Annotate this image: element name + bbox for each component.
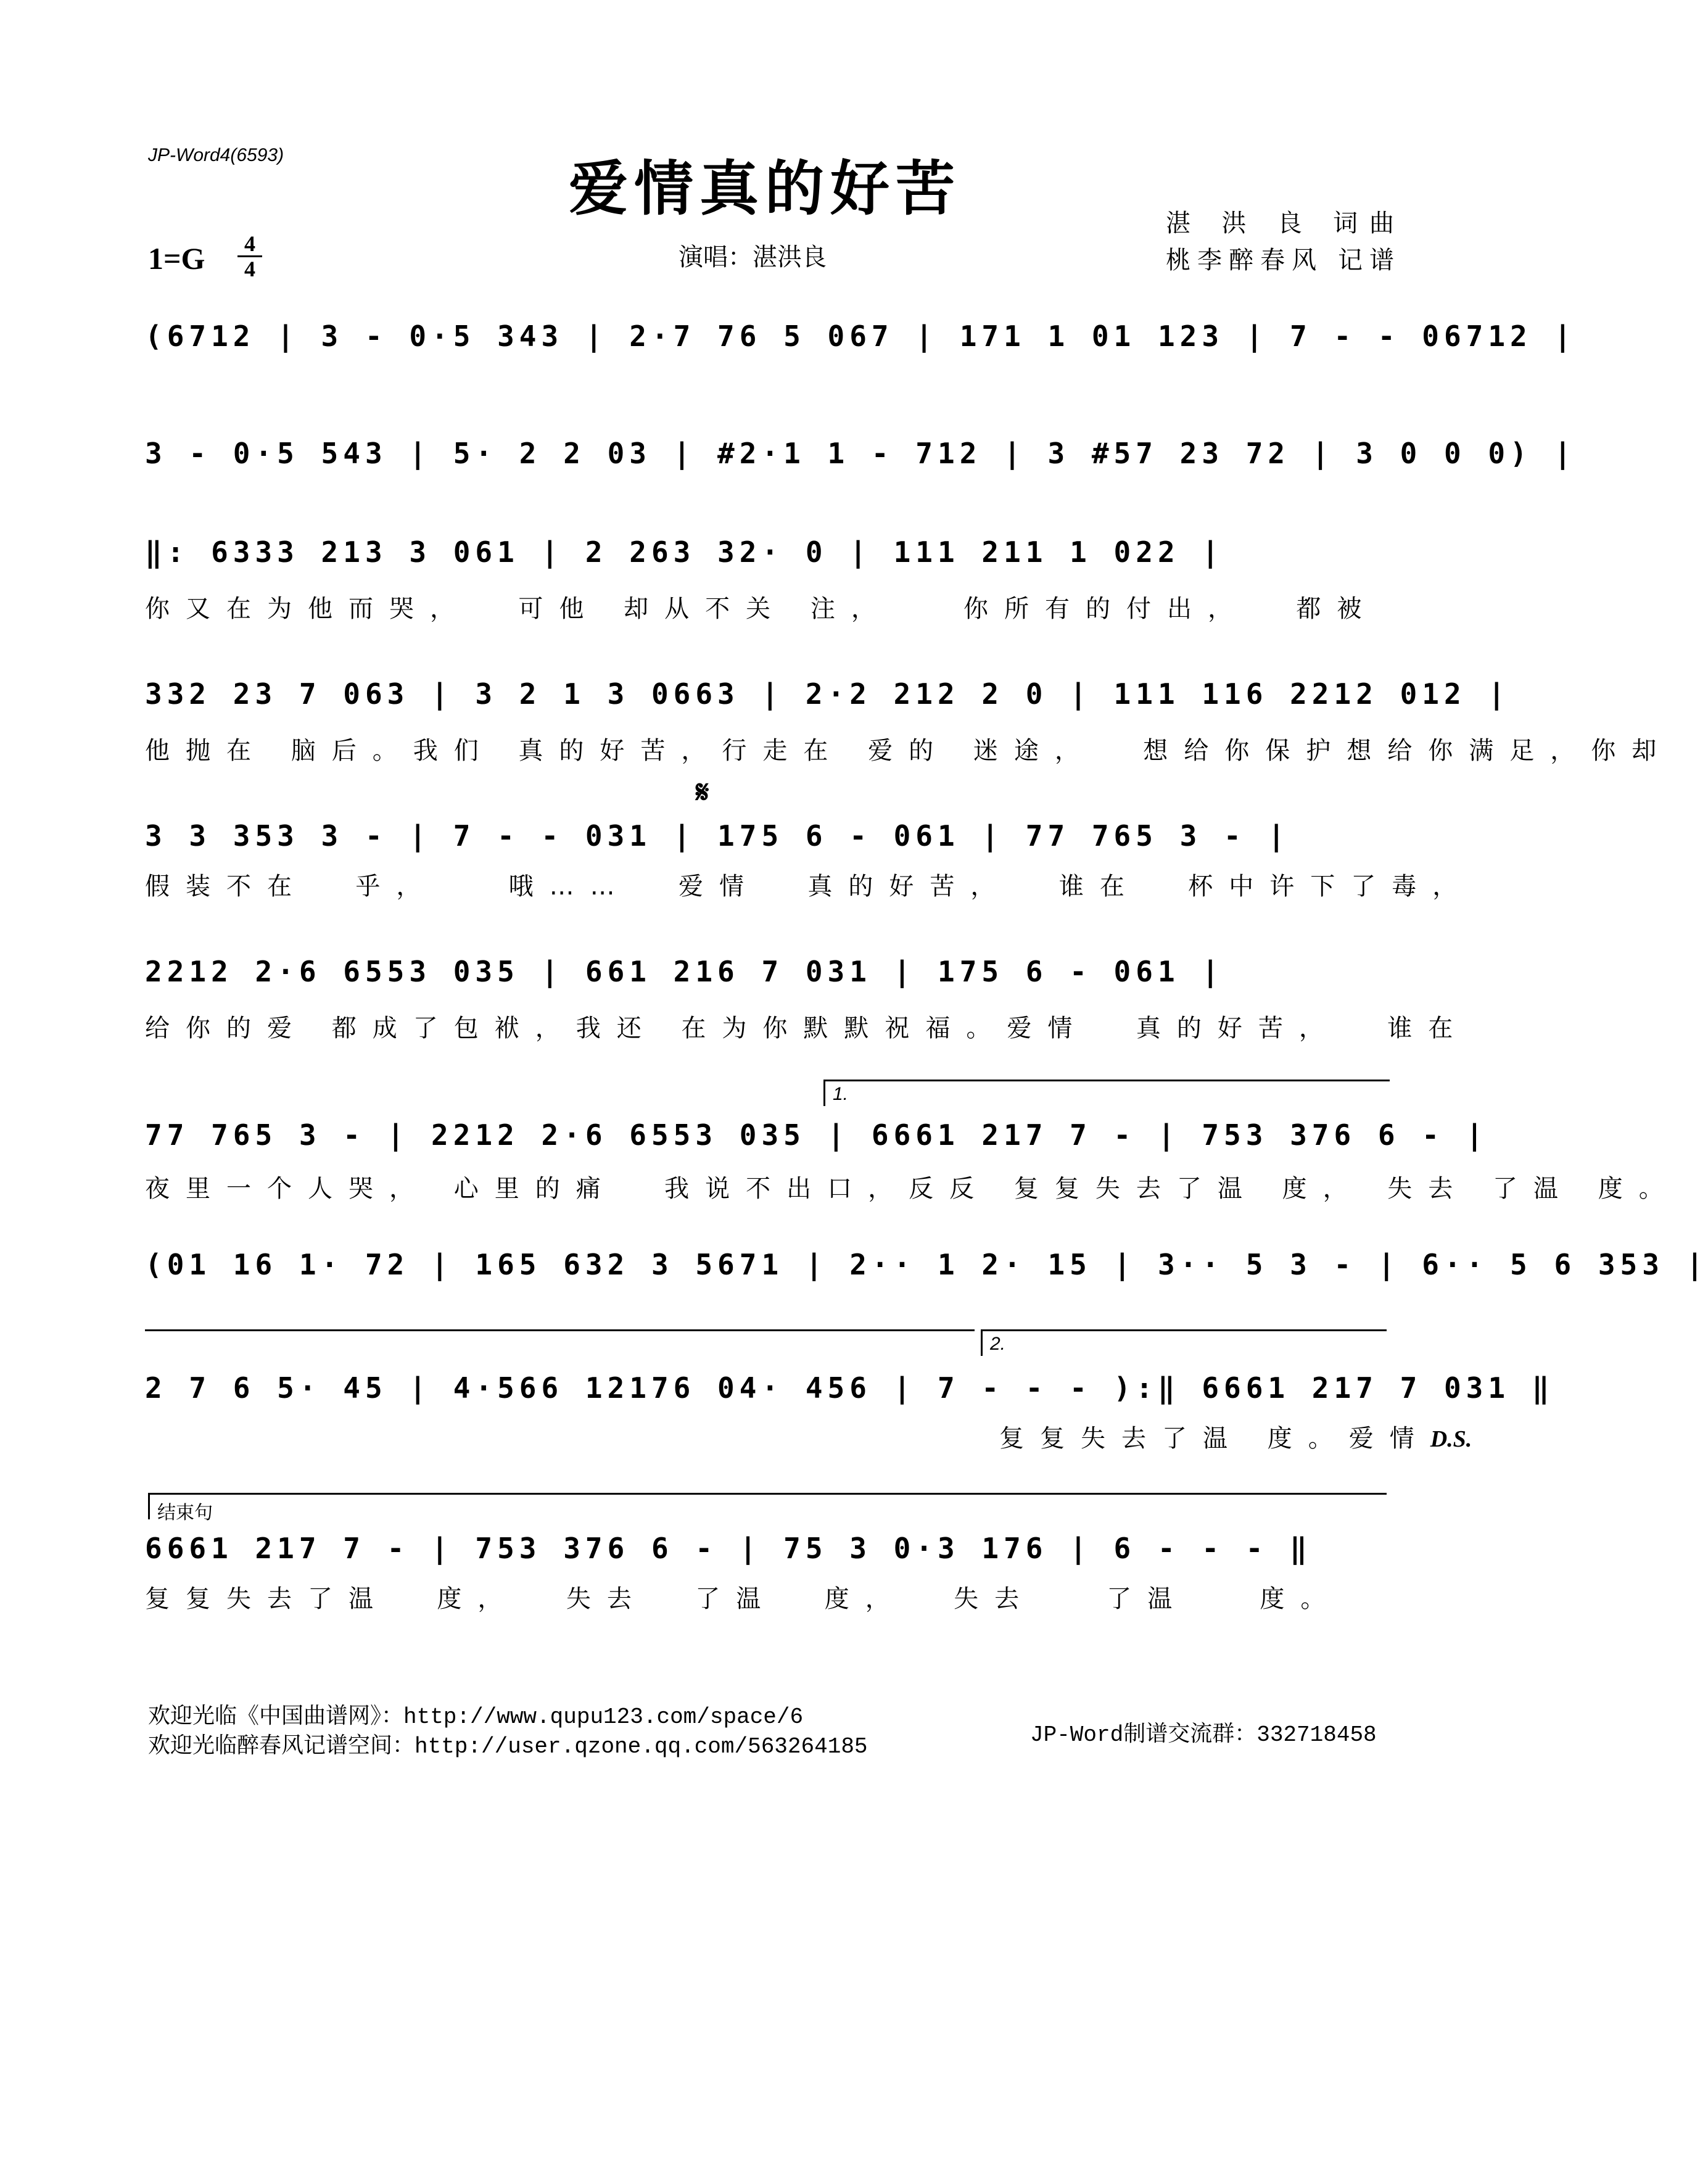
lyric-line-9	[999, 1419, 1472, 1454]
score-line-8	[145, 1246, 1708, 1283]
footer-link-2: 欢迎光临醉春风记谱空间：http://user.qzone.qq.com/563264185	[148, 1734, 868, 1759]
score-line-10	[145, 1530, 1388, 1567]
time-signature-top: 4	[237, 232, 262, 257]
footer-links	[148, 1703, 868, 1762]
score-line-1	[145, 318, 1577, 355]
notation: (01 16 1· 72 | 165 632 3 5671 | 2·· 1 2· 15 | 3·· 5 3 - | 6·· 5 6 353 |	[145, 1248, 1708, 1281]
notation: (6712 | 3 - 0·5 343 | 2·7 76 5 067 | 171 1 01 123 | 7 - - 06712 |	[145, 320, 1577, 353]
ending-label: 结束句	[157, 1502, 213, 1524]
lyric-line-7: 夜里一个人哭， 心里的痛 我说不出口，反反 复复失去了温 度， 失去 了温 度。	[145, 1175, 1680, 1203]
system-rule	[145, 1329, 975, 1331]
volta-1-bracket	[823, 1080, 1390, 1106]
lyric-line-3: 你又在为他而哭， 可他 却从不关 注， 你所有的付出， 都被	[145, 595, 1378, 623]
singer-credit: 演唱：湛洪良	[679, 243, 827, 271]
lyric-line-10: 复复失去了温 度， 失去 了温 度， 失去 了温 度。	[145, 1585, 1342, 1613]
score-line-6	[145, 953, 1388, 990]
lyric-line-4: 他抛在 脑后。我们 真的好苦，行走在 爱的 迷途， 想给你保护想给你满足，你却	[145, 737, 1673, 765]
footer-group: JP-Word制谱交流群：332718458	[1030, 1722, 1377, 1748]
lyric-text: 复复失去了温 度。爱情	[999, 1424, 1430, 1453]
transcriber-credit: 桃李醉春风 记谱	[1166, 246, 1394, 275]
volta-1-label: 1.	[833, 1084, 849, 1104]
notation: 3 - 0·5 543 | 5· 2 2 03 | #2·1 1 - 712 | 3 #57 23 72 | 3 0 0 0) |	[145, 437, 1577, 470]
score-line-7	[145, 1117, 1488, 1154]
ending-bracket	[148, 1493, 1387, 1524]
notation: 2212 2·6 6553 035 | 661 216 7 031 | 175 6 - 061 |	[145, 955, 1224, 988]
score-line-4	[145, 675, 1511, 712]
notation: 2 7 6 5· 45 | 4·566 12176 04· 456 | 7 - - - ):‖ 6661 217 7 031 ‖	[145, 1371, 1554, 1405]
key-signature: 1=G	[148, 241, 205, 276]
song-title: 爱情真的好苦	[569, 154, 961, 223]
time-signature-bottom: 4	[244, 257, 255, 281]
volta-2-label: 2.	[990, 1334, 1006, 1354]
footer-link-1: 欢迎光临《中国曲谱网》：http://www.qupu123.com/space/6	[148, 1704, 804, 1730]
software-version: JP-Word4(6593)	[148, 145, 284, 165]
score-line-5	[145, 817, 1388, 854]
notation: ‖: 6333 213 3 061 | 2 263 32· 0 | 111 211 1 022 |	[145, 535, 1224, 569]
score-line-3	[145, 534, 1388, 571]
lyric-line-6: 给你的爱 都成了包袱，我还 在为你默默祝福。爱情 真的好苦， 谁在	[145, 1014, 1469, 1043]
notation: 77 765 3 - | 2212 2·6 6553 035 | 6661 217 7 - | 753 376 6 - |	[145, 1118, 1488, 1152]
score-line-2	[145, 435, 1577, 472]
score-line-9	[145, 1369, 1554, 1406]
notation: 332 23 7 063 | 3 2 1 3 0663 | 2·2 212 2 0 | 111 116 2212 012 |	[145, 677, 1511, 711]
volta-2-bracket	[981, 1329, 1387, 1356]
time-signature	[237, 232, 262, 281]
dal-segno-mark: D.S.	[1430, 1426, 1472, 1452]
notation: 6661 217 7 - | 753 376 6 - | 75 3 0·3 176 | 6 - - - ‖	[145, 1532, 1312, 1565]
lyric-line-5: 假装不在 乎， 哦…… 爱情 真的好苦， 谁在 杯中许下了毒，	[145, 872, 1474, 901]
segno-sign: 𝄋	[696, 774, 709, 810]
notation: 3 3 353 3 - | 7 - - 031 | 175 6 - 061 | 77 765 3 - |	[145, 819, 1290, 853]
lyricist-credit: 湛 洪 良 词曲	[1166, 209, 1394, 237]
